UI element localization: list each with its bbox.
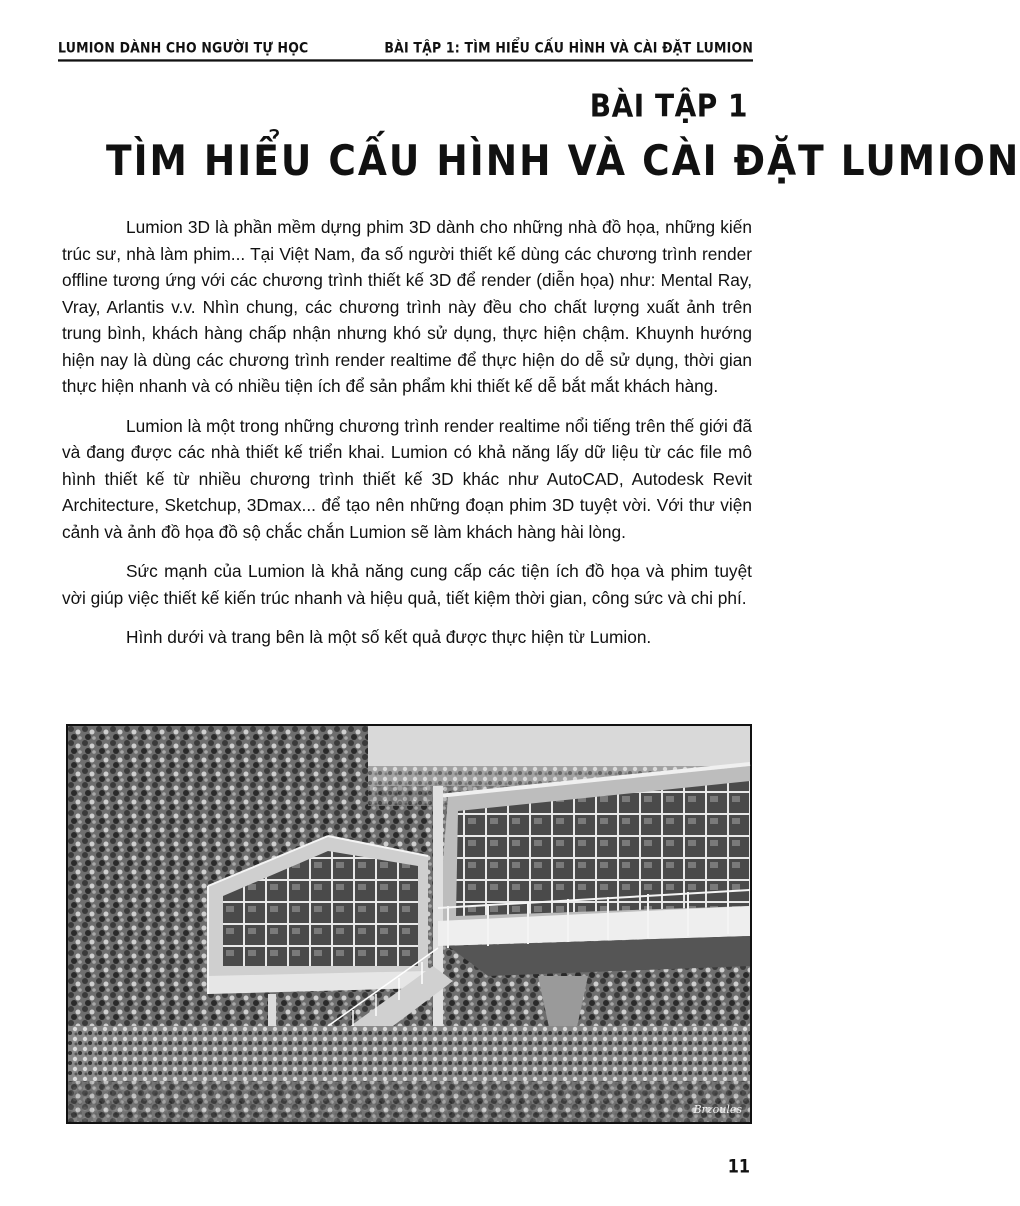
body-text [62,214,752,664]
house-render-illustration [68,726,750,1122]
paragraph-4: Hình dưới và trang bên là một số kết quả được thực hiện từ Lumion. [126,627,652,647]
paragraph-3: Sức mạnh của Lumion là khả năng cung cấp các tiện ích đồ họa và phim tuyệt vời giúp việc thiết kế kiến trúc nhanh và hiệu quả, tiết kiệm thời gian, công sức và chi phí. [62,561,752,608]
header-chapter-title: BÀI TẬP 1: TÌM HIỂU CẤU HÌNH VÀ CÀI ĐẶT LUMION [384,38,753,56]
chapter-title: TÌM HIỂU CẤU HÌNH VÀ CÀI ĐẶT LUMION [106,136,1020,186]
header-book-title: LUMION DÀNH CHO NGƯỜI TỰ HỌC [58,38,309,56]
paragraph-2: Lumion là một trong những chương trình render realtime nổi tiếng trên thế giới đã và đang được các nhà thiết kế triển khai. Lumion có khả năng lấy dữ liệu từ các file mô hình thiết kế từ nhiều chương trình thiết kế 3D khác như AutoCAD, Autodesk Revit Architecture, Sketchup, 3Dmax... để tạo nên những đoạn phim 3D tuyệt vời. Với thư viện cảnh và ảnh đồ họa đồ sộ chắc chắn Lumion sẽ làm khách hàng hài lòng. [62,415,752,542]
running-header [58,34,753,62]
page-number: 11 [727,1155,750,1177]
paragraph-1: Lumion 3D là phần mềm dựng phim 3D dành cho những nhà đồ họa, những kiến trúc sư, nhà làm phim... Tại Việt Nam, đa số người thiết kế dùng các chương trình render offline tương ứng với các chương trình thiết kế 3D để render (diễn họa) như: Mental Ray, Vray, Arlantis v.v. Nhìn chung, các chương trình này đều cho chất lượng xuất ảnh trên trung bình, khách hàng chấp nhận nhưng khó sử dụng, thực hiện chậm. Khuynh hướng hiện nay là dùng các chương trình render realtime để thực hiện do dễ sử dụng, thời gian thực hiện nhanh và có nhiều tiện ích để sản phẩm khi thiết kế dễ bắt mắt khách hàng. [62,217,752,396]
lumion-render-photo [66,724,752,1124]
photo-watermark: Brzoules [693,1103,742,1116]
exercise-number: BÀI TẬP 1 [589,88,748,125]
